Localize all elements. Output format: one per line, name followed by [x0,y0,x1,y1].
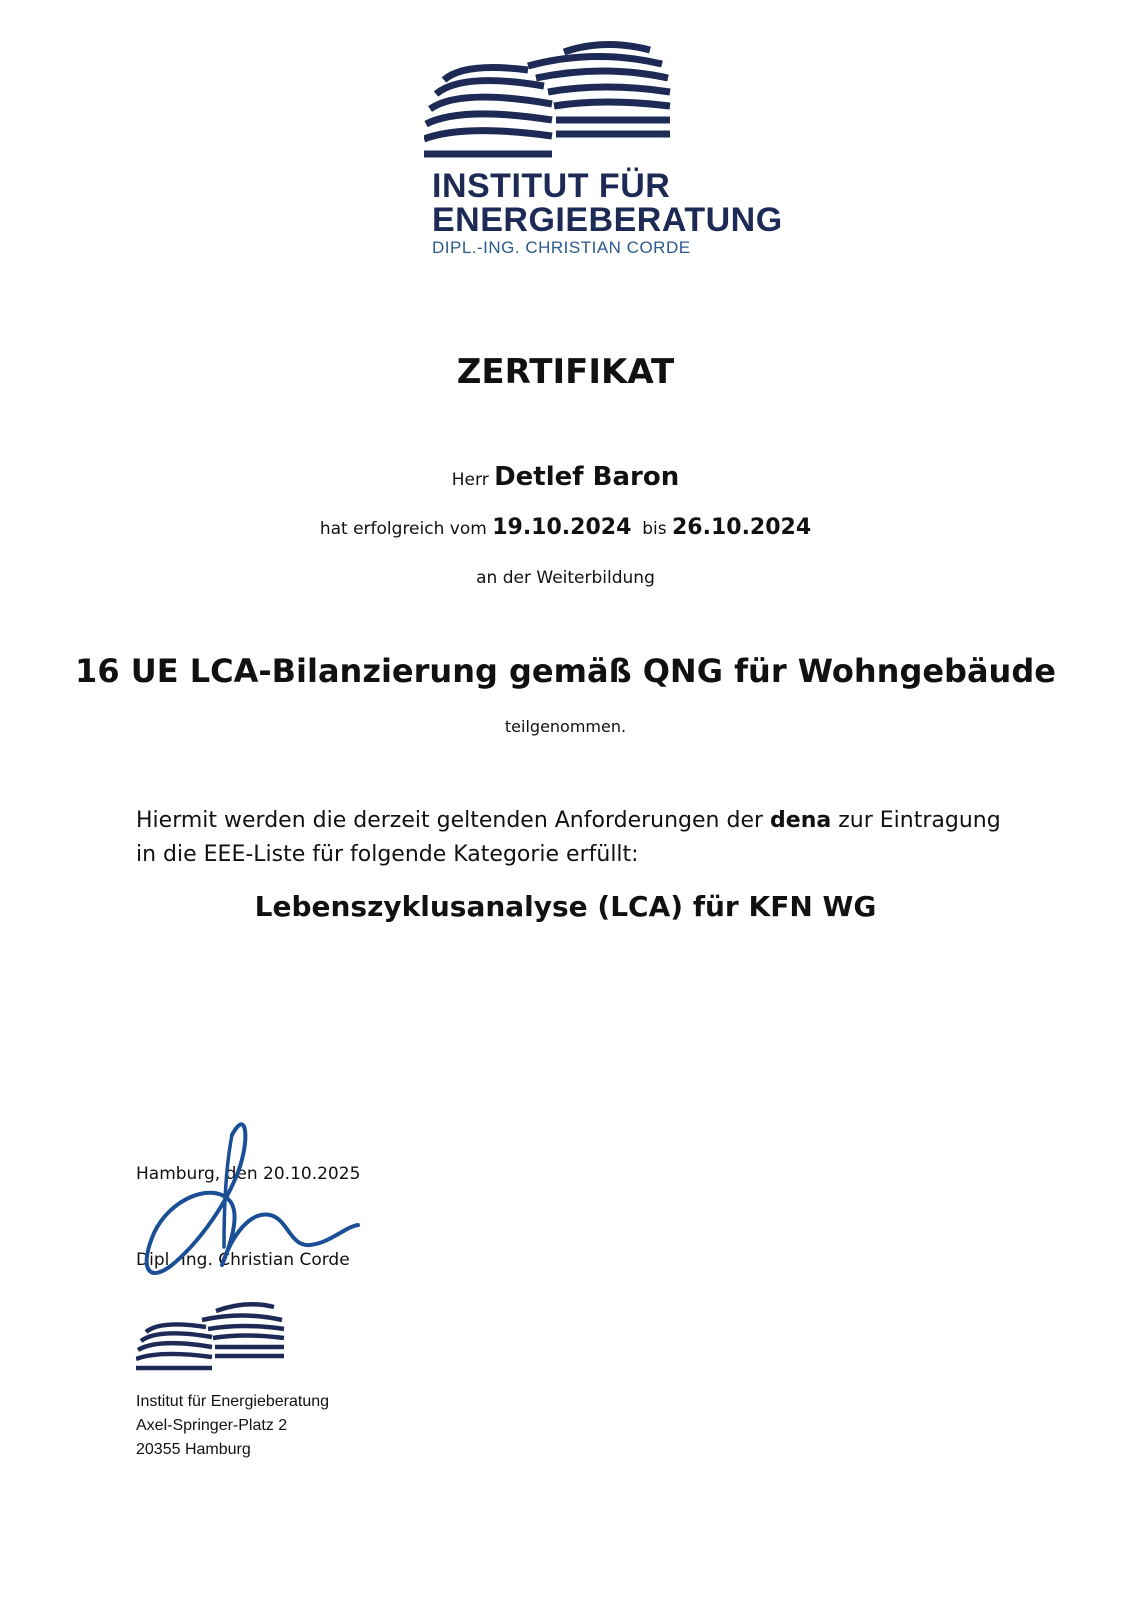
period-line [0,515,1131,540]
dena-bold: dena [770,808,832,833]
requirements-part-1: Hiermit werden die derzeit geltenden Anforderungen der [136,808,764,833]
small-building-logo-icon [136,1298,288,1373]
address-block [136,1390,329,1462]
recipient-name: Detlef Baron [494,462,680,492]
handwritten-signature [140,1115,365,1290]
salutation: Herr [451,470,489,490]
period-mid: bis [642,519,667,539]
requirements-text [136,804,1016,872]
date-from: 19.10.2024 [492,515,632,540]
logo-text-owner: DIPL.-ING. CHRISTIAN CORDE [432,238,691,257]
address-line-3: 20355 Hamburg [136,1441,251,1458]
category-title: Lebenszyklusanalyse (LCA) für KFN WG [254,890,877,923]
requirements-part-2: zur Eintragung [838,808,1001,833]
period-prefix: hat erfolgreich vom [319,519,487,539]
logo-text-energieberatung: ENERGIEBERATUNG [432,201,783,239]
signer-name: Dipl.-Ing. Christian Corde [136,1250,350,1270]
course-title: 16 UE LCA-Bilanzierung gemäß QNG für Wohngebäude [75,652,1056,690]
place-date: Hamburg, den 20.10.2025 [136,1164,361,1184]
intro-text: an der Weiterbildung [476,568,655,588]
requirements-line-1 [136,804,1016,838]
date-to: 26.10.2024 [671,515,812,540]
logo-text-institut: INSTITUT FÜR [432,167,671,205]
address-line-1: Institut für Energieberatung [136,1393,330,1410]
participated-text: teilgenommen. [504,717,627,736]
recipient-line [0,462,1131,492]
address-line-2: Axel-Springer-Platz 2 [136,1417,288,1434]
requirements-line-2: in die EEE-Liste für folgende Kategorie erfüllt: [136,842,639,867]
institute-logo [432,36,792,261]
building-logo-icon [424,36,684,166]
certificate-title: ZERTIFIKAT [456,352,675,392]
